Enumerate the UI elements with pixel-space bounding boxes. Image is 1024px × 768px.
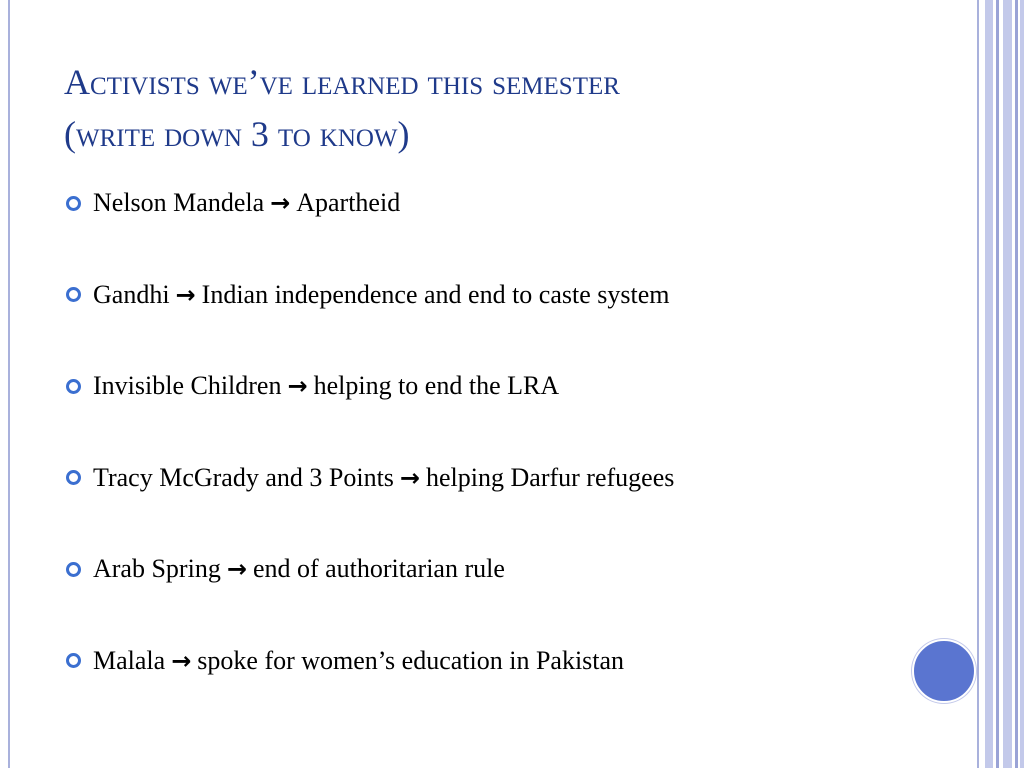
circle-bullet-icon [66, 562, 81, 577]
bullet-subject: Nelson Mandela [93, 188, 265, 217]
circle-bullet-icon [66, 196, 81, 211]
bullet-item [66, 641, 956, 681]
bullet-item [66, 549, 956, 589]
circle-bullet-icon [66, 470, 81, 485]
left-border-line [8, 0, 10, 768]
bullet-subject: Gandhi [93, 279, 170, 309]
right-arrow-icon: → [226, 555, 247, 584]
bullet-list [66, 183, 956, 733]
title-line-2: (write down 3 to know) [64, 114, 410, 154]
bullet-description: Indian independence and end to caste system [201, 279, 670, 309]
bullet-item [66, 275, 956, 315]
right-arrow-icon: → [270, 189, 291, 217]
decorative-stripe [1020, 0, 1024, 768]
bullet-subject: Malala [93, 645, 166, 675]
bullet-description: helping Darfur refugees [426, 462, 675, 492]
bullet-subject: Tracy McGrady and 3 Points [93, 462, 394, 492]
bullet-description: spoke for women’s education in Pakistan [197, 645, 625, 675]
circle-bullet-icon [66, 287, 81, 302]
circle-bullet-icon [66, 379, 81, 394]
circle-bullet-icon [66, 653, 81, 668]
bullet-item [66, 458, 956, 498]
right-arrow-icon: → [171, 646, 192, 675]
bullet-item [66, 183, 956, 223]
bullet-description: Apartheid [296, 188, 401, 217]
slide-title [64, 56, 944, 160]
bullet-subject: Invisible Children [93, 371, 282, 401]
right-arrow-icon: → [399, 463, 421, 492]
bullet-subject: Arab Spring [93, 554, 221, 584]
decorative-stripe [1015, 0, 1018, 768]
bullet-description: helping to end the LRA [313, 371, 560, 401]
right-arrow-icon: → [287, 372, 308, 401]
decorative-stripe [985, 0, 993, 768]
decorative-stripe [996, 0, 999, 768]
right-arrow-icon: → [175, 280, 196, 309]
bullet-description: end of authoritarian rule [252, 554, 505, 584]
title-line-1: Activists we’ve learned this semester [64, 62, 620, 102]
decorative-stripe [1003, 0, 1012, 768]
decorative-stripe [977, 0, 979, 768]
bullet-item [66, 366, 956, 406]
